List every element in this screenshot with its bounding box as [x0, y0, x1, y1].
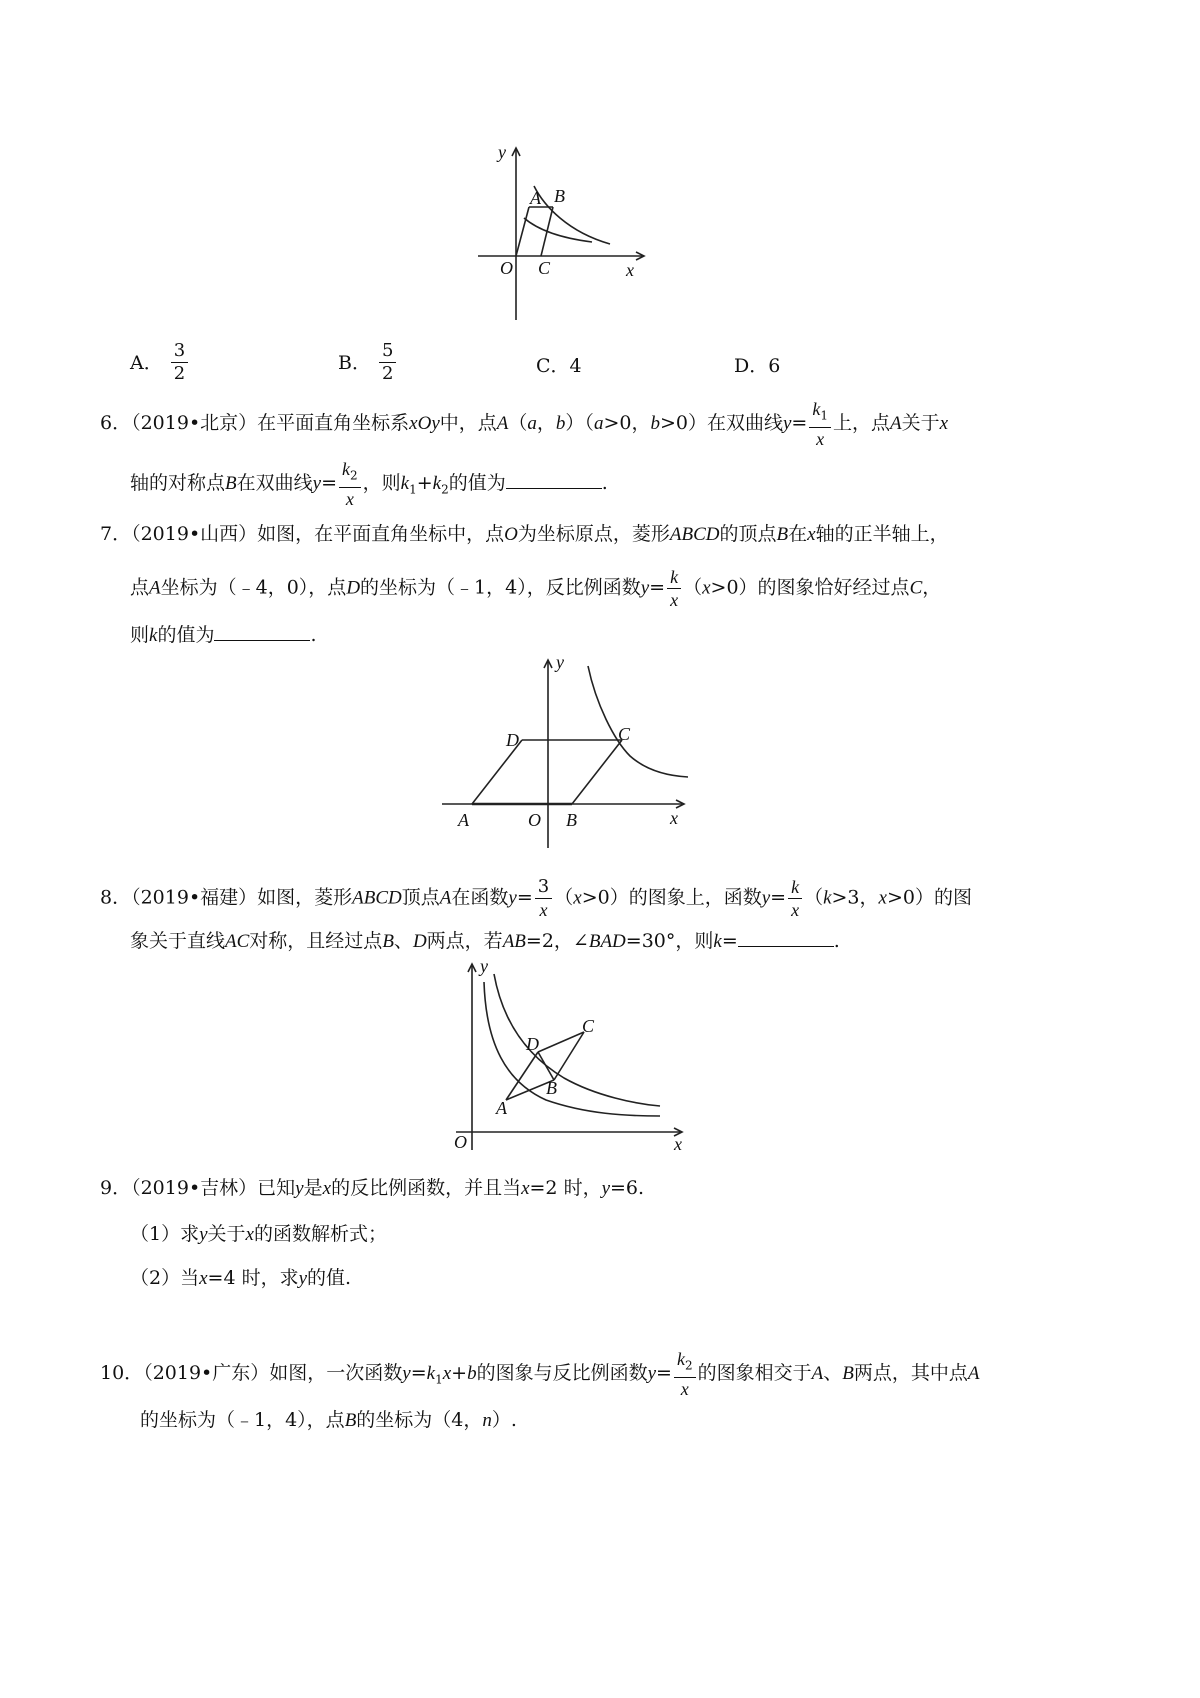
text: 坐标为（﹣4，0），点 [160, 576, 347, 599]
math-var: x [816, 428, 825, 449]
question-6-line-2 [130, 458, 608, 510]
fraction-k-over-x [667, 566, 681, 611]
math-var: n [482, 1410, 492, 1431]
question-7-line-3 [130, 622, 317, 648]
text: 的图象与反比例函数 [476, 1361, 648, 1384]
text: = [516, 886, 533, 909]
question-source: （2019•福建） [131, 886, 258, 909]
label-D: D [526, 1034, 539, 1054]
math-var: x [442, 1362, 452, 1384]
text: = [791, 411, 808, 434]
subscript: 1 [435, 1372, 443, 1387]
question-source: （2019•吉林） [131, 1177, 258, 1199]
text: 在 [788, 523, 808, 545]
figure-q8 [446, 954, 706, 1154]
text: 中，点 [439, 411, 497, 434]
question-source: （2019•广东） [143, 1361, 270, 1384]
option-a-label: A． [130, 351, 163, 374]
math-var: k [812, 399, 821, 419]
segment-BC [541, 207, 553, 256]
text: 对称，且经过点 [249, 930, 383, 952]
option-a-num: 3 [171, 340, 188, 363]
math-var: A [811, 1362, 824, 1384]
math-var: A [439, 887, 452, 909]
text: ）. [491, 1409, 517, 1431]
question-number: 8． [100, 886, 132, 909]
math-var: k [342, 459, 350, 479]
text: （2）当 [130, 1267, 200, 1289]
text: 顶点 [401, 886, 440, 909]
math-var: B [842, 1362, 854, 1384]
text: = [721, 930, 738, 952]
fraction-k2-over-x [674, 1348, 696, 1400]
math-var: k [667, 566, 681, 589]
math-var: k [149, 625, 158, 646]
math-var: y [601, 1178, 611, 1199]
text: + [416, 471, 433, 494]
text: 已知 [257, 1177, 296, 1199]
text: 则 [130, 624, 150, 646]
text: 两点，若 [426, 930, 503, 952]
text: （1）求 [130, 1223, 200, 1245]
segment-OA [516, 207, 529, 256]
text: >0）的图 [886, 886, 972, 909]
text: 在双曲线 [236, 471, 313, 494]
text: 在函数 [451, 886, 509, 909]
label-B: B [554, 186, 565, 206]
answer-blank[interactable] [214, 622, 310, 641]
fraction-k-over-x [788, 876, 802, 921]
subscript: 2 [350, 468, 358, 483]
math-var: A [496, 412, 509, 434]
text: 上，点 [832, 411, 890, 434]
question-9-part-2 [130, 1266, 351, 1291]
text: . [601, 471, 608, 494]
text: 点 [130, 576, 150, 599]
text: >0）在双曲线 [659, 411, 783, 434]
math-var: k [432, 472, 442, 494]
text: >0）的图象恰好经过点 [710, 576, 910, 599]
text: （ [508, 411, 528, 434]
text: 轴的对称点 [130, 471, 226, 494]
math-var: b [555, 412, 566, 434]
answer-blank[interactable] [506, 470, 602, 489]
question-number: 7． [100, 523, 132, 545]
math-var: k [713, 931, 722, 952]
fraction-3-over-x [535, 876, 552, 921]
label-O: O [528, 810, 541, 830]
math-var: y [312, 472, 322, 494]
hyperbola-y-3-over-x [484, 982, 660, 1116]
label-y: y [480, 956, 488, 976]
math-var: b [650, 412, 660, 434]
question-8-line-1 [100, 876, 972, 921]
question-number: 6． [100, 411, 132, 434]
math-var: y [199, 1224, 208, 1245]
option-c-value: 4 [569, 355, 582, 377]
fraction-k2-over-x [339, 458, 361, 510]
math-var: y [761, 887, 771, 909]
label-O: O [454, 1132, 467, 1152]
math-var: y [640, 577, 650, 599]
text: ， [922, 576, 942, 599]
option-a[interactable] [130, 340, 190, 385]
question-number: 9． [100, 1177, 132, 1199]
text: =6. [610, 1177, 645, 1199]
text: 在平面直角坐标系 [257, 411, 410, 434]
segment-DB [538, 1052, 554, 1080]
math-var: AC [225, 931, 250, 952]
text: 两点，其中点 [853, 1361, 968, 1384]
math-var: k [676, 1349, 685, 1369]
math-var: y [647, 1362, 657, 1384]
text: 的坐标为（﹣1，4），反比例函数 [360, 576, 641, 599]
text: =2 时， [529, 1177, 602, 1199]
subscript: 2 [441, 482, 449, 497]
math-var: x [199, 1268, 208, 1289]
text: ）（ [565, 411, 594, 434]
text: 的值. [307, 1267, 352, 1289]
text: = [410, 1361, 427, 1384]
math-var: x [878, 887, 887, 909]
math-var: x [539, 900, 548, 920]
math-var: D [412, 931, 427, 952]
math-var: A [967, 1362, 980, 1384]
question-7-line-2 [130, 566, 941, 611]
math-var: D [346, 577, 361, 599]
option-a-den: 2 [173, 363, 186, 384]
text: 是 [303, 1177, 323, 1199]
hyperbola-y-k-over-x [494, 974, 660, 1106]
label-x: x [670, 808, 678, 828]
question-7-line-1 [100, 522, 949, 547]
math-var: y [402, 1362, 411, 1384]
question-10-line-1 [100, 1348, 979, 1400]
answer-blank[interactable] [738, 928, 834, 947]
text: （ [554, 886, 574, 909]
math-num: 3 [535, 876, 552, 899]
text: 轴的正半轴上， [815, 523, 949, 545]
option-b-num: 5 [379, 340, 396, 363]
segment-BC [572, 740, 622, 804]
text: = [321, 471, 337, 494]
option-a-fraction [171, 340, 188, 385]
text: >0， [603, 411, 651, 434]
math-var: y [782, 412, 792, 434]
label-y: y [556, 654, 564, 672]
math-var: B [344, 1410, 357, 1431]
text: 象关于直线 [130, 930, 226, 952]
math-var: x [791, 900, 800, 920]
label-C: C [582, 1016, 595, 1036]
math-var: y [295, 1178, 304, 1199]
label-y: y [498, 142, 506, 162]
option-d[interactable] [734, 354, 780, 378]
text: = [656, 1361, 672, 1384]
text: 关于 [901, 411, 940, 434]
math-var: x [807, 524, 816, 545]
math-var: x [702, 577, 711, 599]
label-B: B [546, 1078, 557, 1098]
text: ，则 [362, 471, 401, 494]
text: =4 时，求 [207, 1267, 299, 1289]
text: =2，∠ [525, 930, 589, 952]
math-var: x [521, 1178, 530, 1199]
label-O: O [500, 258, 513, 278]
question-source: （2019•北京） [131, 411, 258, 434]
label-A: A [530, 188, 541, 208]
math-var: A [149, 577, 161, 599]
math-var: x [939, 412, 949, 434]
math-var: x [322, 1178, 332, 1199]
math-var: k [788, 876, 802, 899]
text: 的图象相交于 [697, 1361, 812, 1384]
option-c[interactable] [536, 354, 582, 378]
label-A: A [458, 810, 469, 830]
question-9-line-1 [100, 1176, 644, 1201]
text: . [310, 624, 317, 646]
text: 关于 [207, 1223, 246, 1245]
math-var: x [573, 887, 582, 909]
text: 的值为 [448, 471, 506, 494]
math-var: A [889, 412, 902, 434]
math-var: k [426, 1362, 436, 1384]
subscript: 1 [820, 408, 828, 423]
question-6-line-1 [100, 398, 948, 450]
option-b-fraction [379, 340, 396, 385]
option-d-label: D． [734, 355, 769, 377]
math-var: x [680, 1378, 689, 1399]
label-x: x [674, 1134, 682, 1154]
question-number: 10． [100, 1361, 144, 1384]
text: 、 [823, 1361, 843, 1384]
option-b-label: B． [338, 351, 371, 374]
option-b[interactable] [338, 340, 398, 385]
math-var: O [504, 524, 518, 545]
text: + [451, 1361, 468, 1384]
text: （ [683, 576, 703, 599]
text: = [770, 886, 787, 909]
math-var: ABCD [669, 524, 720, 545]
text: = [649, 576, 666, 599]
figure-q7 [436, 654, 696, 854]
text: 的坐标为（﹣1，4），点 [140, 1409, 345, 1431]
math-var: BAD [588, 931, 626, 952]
fraction-k1-over-x [809, 398, 831, 450]
hyperbola [588, 666, 688, 777]
text: 的反比例函数，并且当 [331, 1177, 522, 1199]
question-10-line-2 [140, 1408, 517, 1433]
math-var: x [345, 488, 354, 509]
question-source: （2019•山西） [131, 523, 258, 545]
math-var: y [298, 1268, 308, 1289]
label-A: A [496, 1098, 507, 1118]
figure-q5 [470, 140, 660, 330]
math-var: k [400, 472, 410, 494]
math-var: AB [502, 931, 526, 952]
text: 的函数解析式； [253, 1223, 387, 1245]
option-b-den: 2 [382, 363, 394, 384]
option-c-label: C． [536, 355, 570, 377]
math-var: a [527, 412, 537, 434]
subscript: 2 [684, 1358, 693, 1373]
math-var: B [382, 931, 394, 952]
text: 的坐标为（4， [356, 1409, 483, 1431]
text: 如图，菱形 [257, 886, 353, 909]
option-d-value: 6 [768, 355, 781, 377]
math-var: B [225, 472, 237, 494]
label-C: C [538, 258, 551, 278]
label-C: C [618, 724, 631, 744]
text: ， [536, 411, 556, 434]
text: 为坐标原点，菱形 [517, 523, 670, 545]
text: >0）的图象上，函数 [581, 886, 762, 909]
label-x: x [626, 260, 634, 280]
text: 如图，一次函数 [269, 1361, 403, 1384]
math-var: x [245, 1224, 254, 1245]
math-var: k [823, 887, 832, 909]
label-B: B [566, 810, 577, 830]
math-var: y [508, 887, 517, 909]
math-var: B [776, 524, 789, 545]
math-var: xOy [409, 412, 440, 434]
subscript: 1 [409, 482, 417, 497]
label-D: D [506, 730, 519, 750]
text: 的顶点 [719, 523, 777, 545]
text: （ [804, 886, 824, 909]
question-9-part-1 [130, 1222, 387, 1247]
math-var: x [670, 590, 679, 610]
math-var: b [467, 1362, 477, 1384]
text: . [833, 930, 840, 952]
text: 如图，在平面直角坐标中，点 [257, 523, 505, 545]
text: 、 [393, 930, 413, 952]
math-var: a [593, 412, 604, 434]
hyperbola-inner [524, 218, 592, 242]
q5-options [130, 340, 1030, 396]
text: 的值为 [157, 624, 215, 646]
text: >3， [831, 886, 879, 909]
question-8-line-2 [130, 928, 840, 954]
math-var: C [909, 577, 923, 599]
math-var: ABCD [352, 887, 402, 909]
text: =30°，则 [625, 930, 714, 952]
